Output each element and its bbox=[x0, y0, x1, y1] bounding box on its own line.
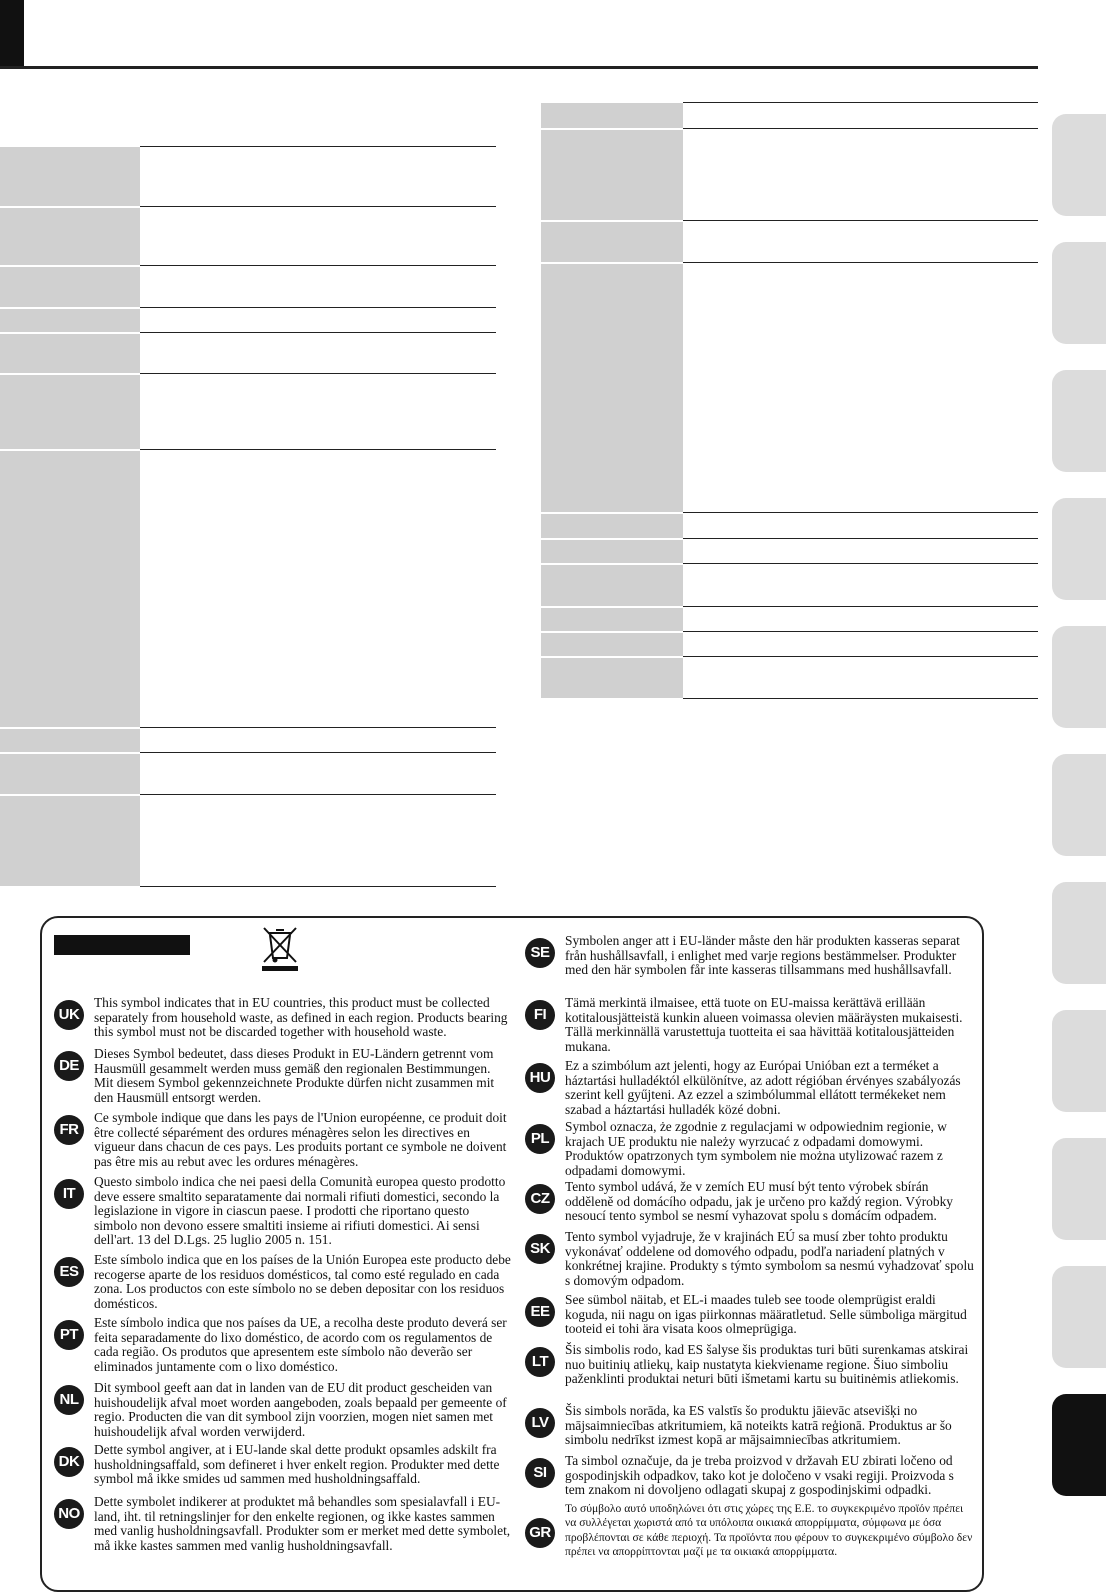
spec-row bbox=[0, 795, 496, 887]
spec-row bbox=[0, 308, 496, 333]
chapter-tab[interactable] bbox=[1052, 882, 1106, 984]
disposal-notice-text: Dieses Symbol bedeutet, dass dieses Produkt in EU-Ländern getrennt vom Hausmüll gesammelt werden muss gemäß den regionalen Bestimmungen. Mit diesem Symbol gekennzeichnete Produkte dürfen nicht zusammen mit den Hausmüll entsorgt werden. bbox=[94, 1046, 495, 1105]
disposal-notice-label-bar bbox=[54, 935, 190, 955]
language-badge: PL bbox=[525, 1124, 555, 1154]
language-badge: ES bbox=[54, 1257, 84, 1287]
spec-row bbox=[541, 657, 1038, 699]
language-badge: CZ bbox=[525, 1184, 555, 1214]
language-badge: LV bbox=[525, 1408, 555, 1438]
disposal-notice-text: Tento symbol vyjadruje, že v krajinách EÚ sa musí zber tohto produktu vykonávať oddelene od domového odpadu, podľa nariadení platných v konkrétnej krajine. Produkty s týmto symbolom sa nesmú vyhadzovať spolu s domovým odpadom. bbox=[565, 1229, 974, 1288]
disposal-notice-text: Este símbolo indica que en los países de la Unión Europea este producto debe recogerse aparte de los residuos domésticos, tal como esté regulado en cada zona. Los productos con este símbolo no se deben depositar con los residuos domésticos. bbox=[94, 1252, 511, 1311]
language-badge: EE bbox=[525, 1297, 555, 1327]
language-badge: DK bbox=[54, 1447, 84, 1477]
disposal-notice-text: Symbol oznacza, że zgodnie z regulacjami w odpowiednim regionie, w krajach UE produktu nie należy wyrzucać z odpadami domowymi. Produktów opatrzonych tym symbolem nie można utylizować razem z odpadami domowymi. bbox=[565, 1119, 947, 1178]
header-rule bbox=[0, 66, 1038, 69]
language-badge: IT bbox=[54, 1179, 84, 1209]
crossed-out-wheelie-bin-icon bbox=[256, 924, 304, 972]
disposal-notice-text: Symbolen anger att i EU-länder måste den här produkten kasseras separat från hushållsavfall, i enlighet med varje regions bestämmelser. Produkter med den här symbolen får inte kasseras tillsammans med hushållsavfall. bbox=[565, 933, 960, 978]
disposal-notice-text: Este símbolo indica que nos países da UE, a recolha deste produto deverá ser feita separadamente do lixo doméstico, de acordo com os regulamentos de cada região. Os produtos que apresentem este símbolo não deverão ser eliminados juntamente com o lixo doméstico. bbox=[94, 1315, 507, 1374]
spec-row bbox=[541, 513, 1038, 539]
spec-row bbox=[0, 728, 496, 753]
disposal-notice-text: Dit symbool geeft aan dat in landen van de EU dit product gescheiden van huishoudelijk afval moet worden aangeboden, zoals bepaald per gemeente of regio. Producten die van dit symbool zijn voorzien, mogen niet samen met huishoudelijk afval worden verwijderd. bbox=[94, 1380, 507, 1439]
chapter-tab[interactable] bbox=[1052, 1266, 1106, 1368]
disposal-notice-text: See sümbol näitab, et EL-i maades tuleb see toode olemprügist eraldi koguda, nii nagu on igas piirkonnas määratletud. Selle sümboliga märgitud tooteid ei tohi ära visata koos olmeprügiga. bbox=[565, 1292, 967, 1337]
spec-row bbox=[0, 753, 496, 795]
chapter-tab[interactable] bbox=[1052, 370, 1106, 472]
disposal-notice-text: Ta simbol označuje, da je treba proizvod v državah EU zbirati ločeno od gospodinjskih odpadkov, tako kot je določeno v vsaki regiji. Proizvoda s tem znakom ni dovoljeno odlagati skupaj z gospodinjskimi odpadki. bbox=[565, 1453, 954, 1498]
language-badge: PT bbox=[54, 1320, 84, 1350]
language-badge: SE bbox=[525, 938, 555, 968]
disposal-notice-text: Ez a szimbólum azt jelenti, hogy az Európai Unióban ezt a terméket a háztartási hulladéktól elkülönítve, az adott régióban érvényes szabályozás szerint kell gyűjteni. Az ezzel a szimbólummal ellátott termékeket nem szabad a háztartási hulladék közé dobni. bbox=[565, 1058, 961, 1117]
language-badge: LT bbox=[525, 1347, 555, 1377]
spec-row bbox=[541, 103, 1038, 129]
language-badge: NO bbox=[54, 1499, 84, 1529]
disposal-notice-text: Šis simbolis rodo, kad ES šalyse šis produktas turi būti surenkamas atskirai nuo buitinių atliekų, kaip nustatyta kiekviename regione. Šiuo simboliu paženklinti produktai neturi būti išmetami kartu su buitinėmis atliekomis. bbox=[565, 1342, 969, 1387]
disposal-notice-text: Dette symbol angiver, at i EU-lande skal dette produkt opsamles adskilt fra husholdningsaffald, som defineret i hver enkelt region. Produkter med dette symbol må ikke smides ud sammen med husholdningsaffald. bbox=[94, 1442, 500, 1487]
disposal-notice-text: Dette symbolet indikerer at produktet må behandles som spesialavfall i EU-land, iht. til retningslinjer for den enkelte regionen, og ikke kastes sammen med vanlig husholdningsavfall. Produkter som er merket med dette symbolet, må ikke kastes sammen med vanlig husholdningsavfall. bbox=[94, 1494, 511, 1553]
spec-row bbox=[0, 207, 496, 266]
disposal-notice-text: Tämä merkintä ilmaisee, että tuote on EU-maissa kerättävä erillään kotitalousjätteistä kunkin alueen voimassa olevien määräysten mukaisesti. Tällä merkinnällä varustettuja tuotteita ei saa hävittää kotitalousjätteiden mukana. bbox=[565, 995, 963, 1054]
disposal-notice-text: Ce symbole indique que dans les pays de l'Union européenne, ce produit doit être collecté séparément des ordures ménagères selon les directives en vigueur dans chacun de ces pays. Les produits portant ce symbole ne doivent pas être mis au rebut avec les ordures ménagères. bbox=[94, 1110, 507, 1169]
disposal-notice-text: Šis simbols norāda, ka ES valstīs šo produktu jāievāc atsevišķi no mājsaimniecības atkritumiem, kā noteikts katrā reģionā. Produktus ar šo simbolu nedrīkst izmest kopā ar mājsaimniecības atkritumiem. bbox=[565, 1403, 952, 1448]
language-badge: SK bbox=[525, 1234, 555, 1264]
chapter-tab[interactable] bbox=[1052, 242, 1106, 344]
spec-row bbox=[0, 333, 496, 374]
chapter-tab[interactable] bbox=[1052, 626, 1106, 728]
spec-row bbox=[541, 539, 1038, 564]
language-badge: GR bbox=[525, 1518, 555, 1548]
spec-row bbox=[541, 263, 1038, 513]
header-tab-marker bbox=[0, 0, 24, 68]
spec-row bbox=[0, 266, 496, 308]
language-badge: DE bbox=[54, 1051, 84, 1081]
language-badge: SI bbox=[525, 1458, 555, 1488]
spec-row bbox=[541, 129, 1038, 221]
spec-row bbox=[0, 147, 496, 207]
language-badge: FI bbox=[525, 1000, 555, 1030]
spec-row bbox=[0, 374, 496, 450]
spec-row bbox=[541, 564, 1038, 607]
chapter-tab[interactable] bbox=[1052, 1010, 1106, 1112]
language-badge: NL bbox=[54, 1385, 84, 1415]
disposal-notice-text: Το σύμβολο αυτό υποδηλώνει ότι στις χώρες της Ε.Ε. το συγκεκριμένο προϊόν πρέπει να συλλέγεται χωριστά από τα υπόλοιπα οικιακά απορρίμματα, σύμφωνα με όσα προβλέπονται σε κάθε περιοχή. Τα προϊόντα που φέρουν το συγκεκριμένο σύμβολο δεν πρέπει να απορρίπτονται μαζί με τα οικιακά απορρίμματα. bbox=[565, 1502, 973, 1558]
chapter-tab-active[interactable] bbox=[1052, 1394, 1106, 1496]
specifications-table-left bbox=[0, 146, 496, 888]
chapter-tab[interactable] bbox=[1052, 498, 1106, 600]
spec-row bbox=[541, 632, 1038, 657]
chapter-tab[interactable] bbox=[1052, 754, 1106, 856]
spec-row bbox=[541, 607, 1038, 632]
chapter-tab[interactable] bbox=[1052, 114, 1106, 216]
disposal-notice-text: Questo simbolo indica che nei paesi della Comunità europea questo prodotto deve essere smaltito separatamente dai normali rifiuti domestici, secondo la legislazione in vigore in ciascun paese. I prodotti che riportano questo simbolo non devono essere smaltiti insieme ai rifiuti domestici. Ai sensi dell'art. 13 del D.Lgs. 25 luglio 2005 n. 151. bbox=[94, 1174, 506, 1248]
language-badge: UK bbox=[54, 1000, 84, 1030]
spec-row bbox=[541, 221, 1038, 263]
disposal-notice-text: Tento symbol udává, že v zemích EU musí být tento výrobek sbírán odděleně od domácího odpadu, jak je určeno pro každý region. Výrobky nesoucí tento symbol se nesmí vyhazovat spolu s domácím odpadem. bbox=[565, 1179, 953, 1224]
disposal-notice-text: This symbol indicates that in EU countries, this product must be collected separately from household waste, as defined in each region. Products bearing this symbol must not be discarded together with household waste. bbox=[94, 995, 508, 1040]
specifications-table-right bbox=[541, 102, 1038, 700]
spec-row bbox=[0, 450, 496, 728]
language-badge: HU bbox=[525, 1063, 555, 1093]
language-badge: FR bbox=[54, 1115, 84, 1145]
chapter-tab[interactable] bbox=[1052, 1138, 1106, 1240]
